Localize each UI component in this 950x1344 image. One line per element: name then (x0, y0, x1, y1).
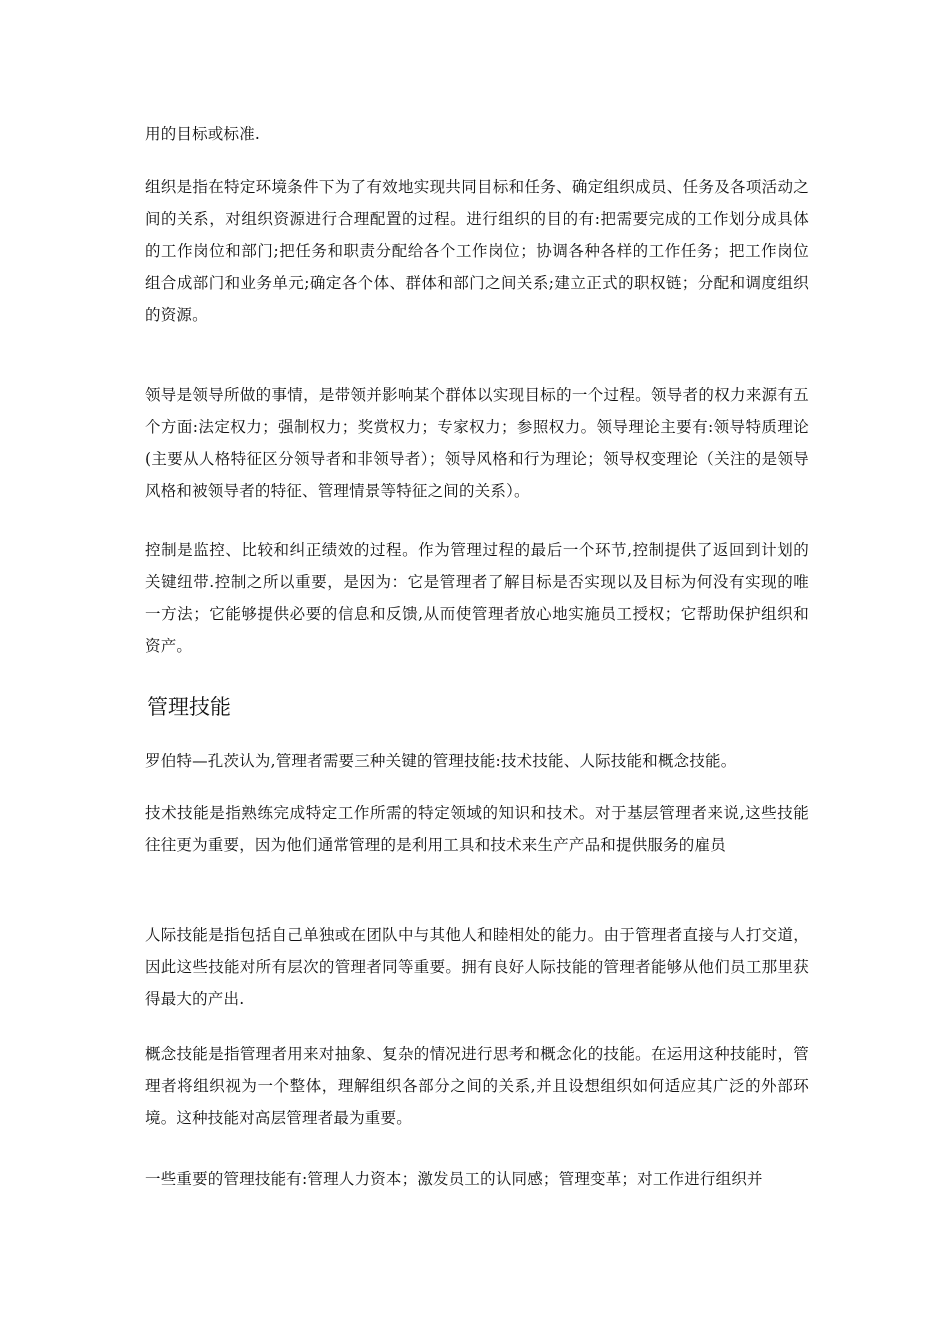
paragraph-three-skills: 罗伯特—孔茨认为,管理者需要三种关键的管理技能:技术技能、人际技能和概念技能。 (145, 752, 737, 770)
paragraph-controlling: 控制是监控、比较和纠正绩效的过程。作为管理过程的最后一个环节,控制提供了返回到计划的关键纽带.控制之所以重要，是因为：它是管理者了解目标是否实现以及目标为何没有实现的唯一方法；它能够提供必要的信息和反馈,从而使管理者放心地实施员工授权；它帮助保护组织和资产。 (145, 541, 809, 655)
paragraph-human-skills: 人际技能是指包括自己单独或在团队中与其他人和睦相处的能力。由于管理者直接与人打交道，因此这些技能对所有层次的管理者同等重要。拥有良好人际技能的管理者能够从他们员工那里获得最大的产出. (145, 926, 809, 1008)
paragraph-organizing: 组织是指在特定环境条件下为了有效地实现共同目标和任务、确定组织成员、任务及各项活动之间的关系，对组织资源进行合理配置的过程。进行组织的目的有:把需要完成的工作划分成具体的工作岗位和部门;把任务和职责分配给各个工作岗位；协调各种各样的工作任务；把工作岗位组合成部门和业务单元;确定各个体、群体和部门之间关系;建立正式的职权链；分配和调度组织的资源。 (145, 178, 809, 324)
paragraph-goal-standard-end: 用的目标或标准. (145, 125, 261, 143)
paragraph-conceptual-skills: 概念技能是指管理者用来对抽象、复杂的情况进行思考和概念化的技能。在运用这种技能时，管理者将组织视为一个整体，理解组织各部分之间的关系,并且设想组织如何适应其广泛的外部环境。这种技能对高层管理者最为重要。 (145, 1045, 809, 1127)
section-heading-management-skills: 管理技能 (147, 695, 231, 719)
paragraph-leading: 领导是领导所做的事情，是带领并影响某个群体以实现目标的一个过程。领导者的权力来源有五个方面:法定权力；强制权力；奖赏权力；专家权力；参照权力。领导理论主要有:领导特质理论(主要从人格特征区分领导者和非领导者）；领导风格和行为理论；领导权变理论（关注的是领导风格和被领导者的特征、管理情景等特征之间的关系）。 (145, 386, 809, 500)
paragraph-important-skills: 一些重要的管理技能有:管理人力资本；激发员工的认同感；管理变革；对工作进行组织并 (145, 1170, 763, 1188)
paragraph-technical-skills: 技术技能是指熟练完成特定工作所需的特定领域的知识和技术。对于基层管理者来说,这些技能往往更为重要，因为他们通常管理的是利用工具和技术来生产产品和提供服务的雇员 (145, 804, 809, 854)
